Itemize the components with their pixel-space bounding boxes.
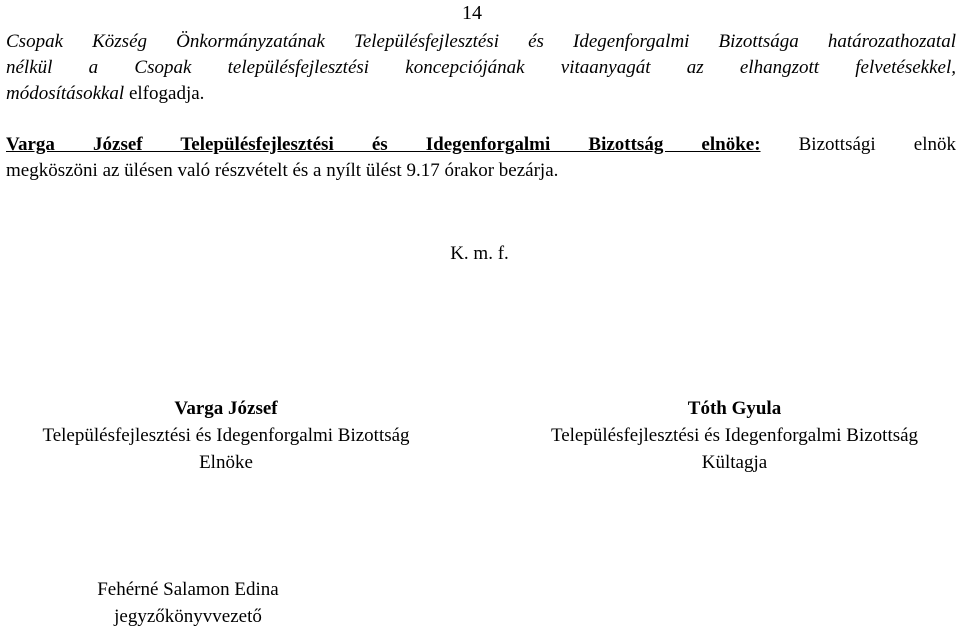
signature-recorder-title: jegyzőkönyvvezető	[114, 606, 262, 627]
closing-line-1-rest: Bizottsági elnök	[760, 134, 956, 155]
signature-recorder	[62, 576, 314, 630]
resolution-line-3	[6, 81, 956, 107]
speaker-label: Varga József Településfejlesztési és Idegenforgalmi Bizottság elnöke:	[6, 134, 761, 155]
signature-member-name: Tóth Gyula	[687, 398, 782, 419]
signature-member	[510, 395, 959, 476]
closing-line-2: megköszöni az ülésen való részvételt és a nyílt ülést 9.17 órakor bezárja.	[6, 160, 559, 181]
resolution-line-3-rest: elfogadja.	[124, 83, 205, 104]
closing-line-1	[6, 132, 956, 158]
resolution-italic-word: módosításokkal	[6, 83, 125, 104]
resolution-line-1: Csopak Község Önkormányzatának Településfejlesztési és Idegenforgalmi Bizottsága határozathozatal	[6, 31, 956, 52]
closing-paragraph	[6, 132, 956, 184]
signature-member-title: Kültagja	[701, 452, 768, 473]
signature-chairman-title: Elnöke	[199, 452, 253, 473]
signature-chairman-role: Településfejlesztési és Idegenforgalmi Bizottság	[42, 425, 410, 446]
signature-member-role: Településfejlesztési és Idegenforgalmi Bizottság	[550, 425, 919, 446]
kmf-mark: K. m. f.	[450, 243, 509, 264]
resolution-paragraph	[6, 29, 956, 107]
signature-recorder-name: Fehérné Salamon Edina	[97, 579, 279, 600]
signature-chairman-name: Varga József	[174, 398, 278, 419]
signature-chairman	[0, 395, 452, 476]
page-number: 14	[462, 2, 482, 24]
resolution-line-2: nélkül a Csopak településfejlesztési koncepciójának vitaanyagát az elhangzott felvetésekkel,	[6, 57, 956, 78]
